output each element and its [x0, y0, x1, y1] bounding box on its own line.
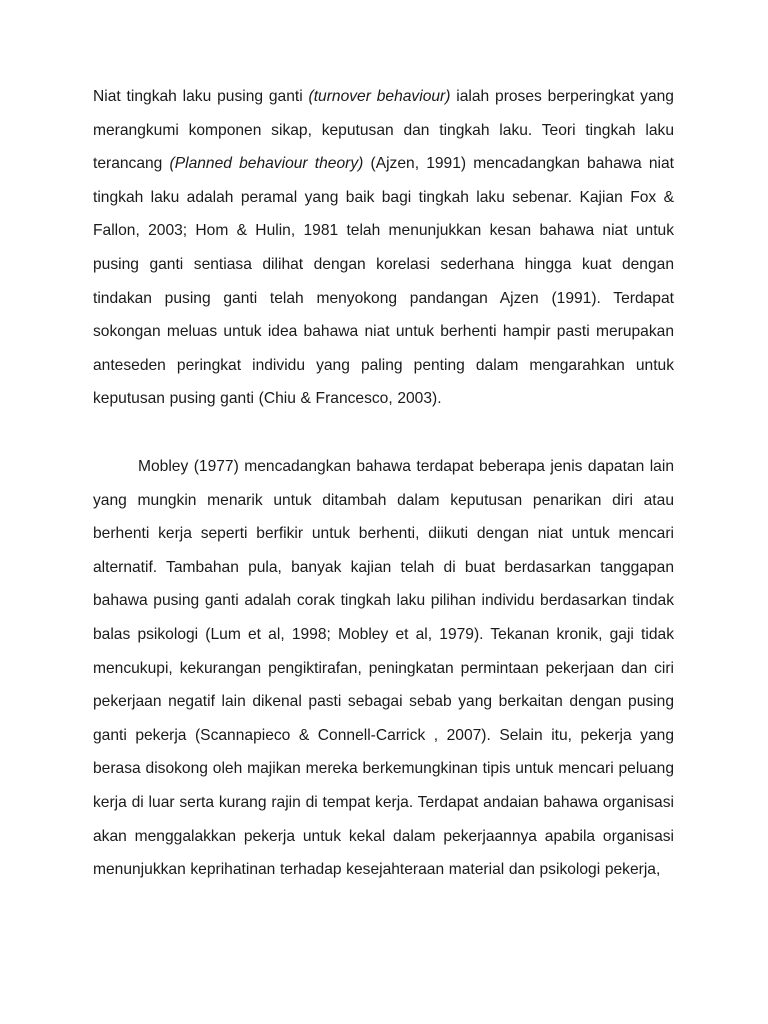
term-planned-behaviour-theory: (Planned behaviour theory)	[169, 155, 364, 173]
paragraph-turnover-intention	[93, 80, 674, 416]
paragraph-1-run-1: Niat tingkah laku pusing ganti	[93, 88, 309, 105]
paragraph-mobley	[93, 450, 674, 887]
paragraph-1-run-3: ialah proses berperingkat yang merangkumi komponen sikap, keputusan dan tingkah laku. Teori tingkah laku terancang	[93, 88, 674, 173]
paragraph-2-run-1: Mobley (1977) mencadangkan bahawa terdapat beberapa jenis dapatan lain yang mungkin menarik untuk ditambah dalam keputusan penarikan diri atau berhenti kerja seperti berfikir untuk berhenti, diikuti dengan niat untuk mencari alternatif. Tambahan pula, banyak kajian telah di buat berdasarkan tanggapan bahawa pusing ganti adalah corak tingkah laku pilihan individu berdasarkan tindak balas psikologi (Lum et al, 1998; Mobley et al, 1979). Tekanan kronik, gaji tidak mencukupi, kekurangan pengiktirafan, peningkatan permintaan pekerjaan dan ciri pekerjaan negatif lain dikenal pasti sebagai sebab yang berkaitan dengan pusing ganti pekerja (Scannapieco & Connell-Carrick , 2007). Selain itu, pekerja yang berasa disokong oleh majikan mereka berkemungkinan tipis untuk mencari peluang kerja di luar serta kurang rajin di tempat kerja. Terdapat andaian bahawa organisasi akan menggalakkan pekerja untuk kekal dalam pekerjaannya apabila organisasi menunjukkan keprihatinan terhadap kesejahteraan material dan psikologi pekerja,	[93, 458, 674, 879]
paragraph-1-run-5: (Ajzen, 1991) mencadangkan bahawa niat tingkah laku adalah peramal yang baik bagi tingkah laku sebenar. Kajian Fox & Fallon, 2003; Hom & Hulin, 1981 telah menunjukkan kesan bahawa niat untuk pusing ganti sentiasa dilihat dengan korelasi sederhana hingga kuat dengan tindakan pusing ganti telah menyokong pandangan Ajzen (1991). Terdapat sokongan meluas untuk idea bahawa niat untuk berhenti hampir pasti merupakan anteseden peringkat individu yang paling penting dalam mengarahkan untuk keputusan pusing ganti (Chiu & Francesco, 2003).	[93, 155, 674, 408]
term-turnover-behaviour: (turnover behaviour)	[308, 88, 451, 105]
